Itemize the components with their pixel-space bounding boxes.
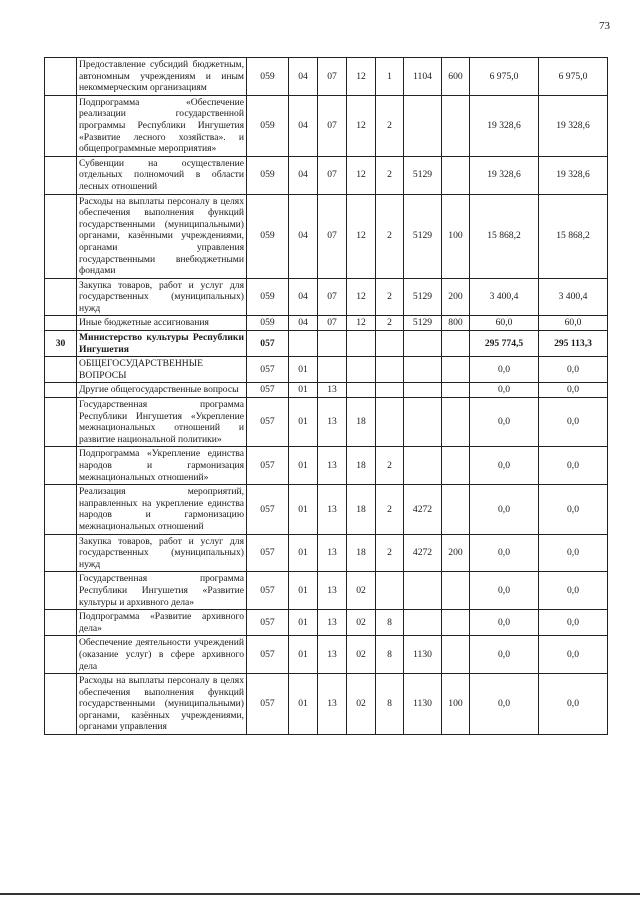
row-number-cell (45, 194, 77, 278)
table-row (45, 636, 608, 674)
table-row (45, 194, 608, 278)
item-name-cell: Подпрограмма «Развитие архивного дела» (77, 610, 247, 636)
subprogram-code-cell: 2 (376, 485, 404, 534)
row-number-cell (45, 534, 77, 572)
subsection-code-cell: 13 (318, 383, 347, 398)
row-number-cell (45, 58, 77, 96)
item-name-cell: Министерство культуры Республики Ингушетия (77, 331, 247, 357)
section-code-cell: 04 (289, 194, 318, 278)
ministry-code-cell: 059 (247, 58, 289, 96)
amount-second-cell: 0,0 (539, 674, 608, 735)
direction-code-cell: 5129 (404, 194, 442, 278)
item-name-cell: ОБЩЕГОСУДАРСТВЕННЫЕ ВОПРОСЫ (77, 357, 247, 383)
table-row (45, 610, 608, 636)
ministry-code-cell: 057 (247, 383, 289, 398)
table-row (45, 278, 608, 316)
subsection-code-cell: 07 (318, 58, 347, 96)
amount-second-cell: 0,0 (539, 383, 608, 398)
amount-first-cell: 6 975,0 (470, 58, 539, 96)
expense-type-code-cell (442, 357, 470, 383)
subprogram-code-cell (376, 331, 404, 357)
row-number-cell (45, 572, 77, 610)
section-code-cell: 01 (289, 610, 318, 636)
direction-code-cell (404, 383, 442, 398)
direction-code-cell (404, 331, 442, 357)
subprogram-code-cell: 8 (376, 636, 404, 674)
subprogram-code-cell (376, 383, 404, 398)
item-name-cell: Расходы на выплаты персоналу в целях обеспечения выполнения функций государственными (муниципальными) органами, казёнными учреждениями, органами управления государственными внебюджетными фондами (77, 194, 247, 278)
ministry-code-cell: 057 (247, 398, 289, 447)
program-code-cell: 12 (347, 278, 376, 316)
ministry-code-cell: 059 (247, 278, 289, 316)
amount-first-cell: 15 868,2 (470, 194, 539, 278)
section-code-cell: 01 (289, 534, 318, 572)
direction-code-cell (404, 610, 442, 636)
table-row (45, 383, 608, 398)
section-code-cell: 04 (289, 95, 318, 156)
direction-code-cell: 1130 (404, 674, 442, 735)
subprogram-code-cell: 2 (376, 447, 404, 485)
direction-code-cell (404, 572, 442, 610)
subsection-code-cell: 13 (318, 534, 347, 572)
program-code-cell (347, 331, 376, 357)
item-name-cell: Закупка товаров, работ и услуг для государственных (муниципальных) нужд (77, 278, 247, 316)
ministry-code-cell: 057 (247, 534, 289, 572)
row-number-cell (45, 485, 77, 534)
amount-second-cell: 0,0 (539, 357, 608, 383)
amount-first-cell: 0,0 (470, 485, 539, 534)
amount-second-cell: 0,0 (539, 534, 608, 572)
subsection-code-cell (318, 357, 347, 383)
amount-first-cell: 19 328,6 (470, 156, 539, 194)
ministry-code-cell: 057 (247, 572, 289, 610)
amount-second-cell: 19 328,6 (539, 156, 608, 194)
row-number-cell (45, 95, 77, 156)
amount-first-cell: 0,0 (470, 534, 539, 572)
amount-second-cell: 19 328,6 (539, 95, 608, 156)
subsection-code-cell: 13 (318, 398, 347, 447)
program-code-cell: 02 (347, 572, 376, 610)
page-bottom-rule (0, 893, 640, 895)
subprogram-code-cell: 2 (376, 194, 404, 278)
ministry-code-cell: 057 (247, 485, 289, 534)
subsection-code-cell: 07 (318, 278, 347, 316)
subprogram-code-cell: 2 (376, 95, 404, 156)
amount-first-cell: 60,0 (470, 316, 539, 331)
row-number-cell (45, 316, 77, 331)
table-row (45, 398, 608, 447)
section-code-cell: 04 (289, 156, 318, 194)
program-code-cell: 18 (347, 485, 376, 534)
amount-second-cell: 0,0 (539, 447, 608, 485)
subprogram-code-cell (376, 572, 404, 610)
amount-first-cell: 0,0 (470, 610, 539, 636)
row-number-cell (45, 636, 77, 674)
direction-code-cell: 4272 (404, 534, 442, 572)
table-row (45, 674, 608, 735)
expense-type-code-cell: 600 (442, 58, 470, 96)
subsection-code-cell: 07 (318, 156, 347, 194)
program-code-cell: 18 (347, 447, 376, 485)
ministry-code-cell: 059 (247, 194, 289, 278)
direction-code-cell (404, 398, 442, 447)
amount-first-cell: 19 328,6 (470, 95, 539, 156)
subsection-code-cell (318, 331, 347, 357)
amount-first-cell: 3 400,4 (470, 278, 539, 316)
expense-type-code-cell (442, 610, 470, 636)
subprogram-code-cell (376, 398, 404, 447)
section-code-cell: 01 (289, 636, 318, 674)
table-row (45, 357, 608, 383)
direction-code-cell: 5129 (404, 156, 442, 194)
ministry-code-cell: 057 (247, 331, 289, 357)
subsection-code-cell: 07 (318, 95, 347, 156)
row-number-cell (45, 447, 77, 485)
section-code-cell: 01 (289, 357, 318, 383)
direction-code-cell: 1104 (404, 58, 442, 96)
subprogram-code-cell (376, 357, 404, 383)
amount-second-cell: 6 975,0 (539, 58, 608, 96)
ministry-code-cell: 057 (247, 674, 289, 735)
row-number-cell (45, 610, 77, 636)
section-code-cell: 01 (289, 447, 318, 485)
row-number-cell (45, 398, 77, 447)
item-name-cell: Другие общегосударственные вопросы (77, 383, 247, 398)
ministry-code-cell: 057 (247, 357, 289, 383)
expense-type-code-cell (442, 636, 470, 674)
row-number-cell (45, 278, 77, 316)
subsection-code-cell: 13 (318, 485, 347, 534)
item-name-cell: Иные бюджетные ассигнования (77, 316, 247, 331)
item-name-cell: Закупка товаров, работ и услуг для государственных (муниципальных) нужд (77, 534, 247, 572)
subsection-code-cell: 07 (318, 316, 347, 331)
subsection-code-cell: 13 (318, 674, 347, 735)
amount-second-cell: 0,0 (539, 610, 608, 636)
table-row (45, 331, 608, 357)
section-code-cell: 04 (289, 316, 318, 331)
program-code-cell: 02 (347, 610, 376, 636)
amount-second-cell: 0,0 (539, 398, 608, 447)
subsection-code-cell: 13 (318, 610, 347, 636)
table-row (45, 534, 608, 572)
expense-type-code-cell: 200 (442, 278, 470, 316)
expense-type-code-cell: 800 (442, 316, 470, 331)
ministry-code-cell: 057 (247, 447, 289, 485)
item-name-cell: Субвенции на осуществление отдельных полномочий в области лесных отношений (77, 156, 247, 194)
subprogram-code-cell: 1 (376, 58, 404, 96)
expense-type-code-cell (442, 331, 470, 357)
item-name-cell: Обеспечение деятельности учреждений (оказание услуг) в сфере архивного дела (77, 636, 247, 674)
table-row (45, 485, 608, 534)
section-code-cell: 01 (289, 572, 318, 610)
program-code-cell: 12 (347, 156, 376, 194)
program-code-cell: 18 (347, 534, 376, 572)
program-code-cell: 12 (347, 316, 376, 331)
amount-first-cell: 0,0 (470, 572, 539, 610)
expense-type-code-cell (442, 572, 470, 610)
subsection-code-cell: 13 (318, 447, 347, 485)
row-number-cell (45, 383, 77, 398)
section-code-cell: 01 (289, 674, 318, 735)
budget-table (44, 57, 608, 735)
section-code-cell: 04 (289, 278, 318, 316)
item-name-cell: Расходы на выплаты персоналу в целях обеспечения выполнения функций государственными (муниципальными) органами, казённых учреждениями, органами управления (77, 674, 247, 735)
subprogram-code-cell: 2 (376, 156, 404, 194)
subprogram-code-cell: 2 (376, 316, 404, 331)
table-row (45, 316, 608, 331)
expense-type-code-cell: 200 (442, 534, 470, 572)
program-code-cell (347, 357, 376, 383)
table-row (45, 156, 608, 194)
amount-second-cell: 0,0 (539, 572, 608, 610)
subsection-code-cell: 13 (318, 636, 347, 674)
page-number: 73 (599, 20, 610, 32)
ministry-code-cell: 057 (247, 610, 289, 636)
direction-code-cell: 4272 (404, 485, 442, 534)
item-name-cell: Подпрограмма «Обеспечение реализации государственной программы Республики Ингушетия «Развитие лесного хозяйства». и общепрограммные мероприятия» (77, 95, 247, 156)
amount-second-cell: 0,0 (539, 485, 608, 534)
amount-second-cell: 0,0 (539, 636, 608, 674)
subsection-code-cell: 07 (318, 194, 347, 278)
row-number-cell (45, 674, 77, 735)
amount-first-cell: 0,0 (470, 447, 539, 485)
direction-code-cell (404, 95, 442, 156)
table-row (45, 572, 608, 610)
row-number-cell (45, 156, 77, 194)
expense-type-code-cell (442, 383, 470, 398)
amount-first-cell: 0,0 (470, 398, 539, 447)
expense-type-code-cell (442, 156, 470, 194)
item-name-cell: Реализация мероприятий, направленных на укрепление единства народов и гармонизацию межнациональных отношений (77, 485, 247, 534)
program-code-cell: 02 (347, 674, 376, 735)
program-code-cell (347, 383, 376, 398)
direction-code-cell (404, 357, 442, 383)
item-name-cell: Государственная программа Республики Ингушетия «Укрепление межнациональных отношений и развитие национальной политики» (77, 398, 247, 447)
amount-second-cell: 15 868,2 (539, 194, 608, 278)
section-code-cell: 04 (289, 58, 318, 96)
program-code-cell: 12 (347, 58, 376, 96)
subprogram-code-cell: 8 (376, 674, 404, 735)
ministry-code-cell: 057 (247, 636, 289, 674)
table-row (45, 95, 608, 156)
item-name-cell: Подпрограмма «Укрепление единства народов и гармонизация межнациональных отношений» (77, 447, 247, 485)
amount-second-cell: 60,0 (539, 316, 608, 331)
amount-first-cell: 0,0 (470, 674, 539, 735)
program-code-cell: 18 (347, 398, 376, 447)
section-code-cell: 01 (289, 383, 318, 398)
subprogram-code-cell: 2 (376, 278, 404, 316)
program-code-cell: 12 (347, 95, 376, 156)
program-code-cell: 02 (347, 636, 376, 674)
row-number-cell (45, 357, 77, 383)
ministry-code-cell: 059 (247, 316, 289, 331)
subprogram-code-cell: 8 (376, 610, 404, 636)
row-number-cell: 30 (45, 331, 77, 357)
amount-second-cell: 3 400,4 (539, 278, 608, 316)
expense-type-code-cell (442, 95, 470, 156)
expense-type-code-cell (442, 485, 470, 534)
subsection-code-cell: 13 (318, 572, 347, 610)
amount-first-cell: 0,0 (470, 357, 539, 383)
subprogram-code-cell: 2 (376, 534, 404, 572)
ministry-code-cell: 059 (247, 156, 289, 194)
section-code-cell (289, 331, 318, 357)
item-name-cell: Государственная программа Республики Ингушетия «Развитие культуры и архивного дела» (77, 572, 247, 610)
amount-second-cell: 295 113,3 (539, 331, 608, 357)
direction-code-cell (404, 447, 442, 485)
table-row (45, 58, 608, 96)
expense-type-code-cell (442, 398, 470, 447)
direction-code-cell: 5129 (404, 316, 442, 331)
program-code-cell: 12 (347, 194, 376, 278)
item-name-cell: Предоставление субсидий бюджетным, автономным учреждениям и иным некоммерческим организациям (77, 58, 247, 96)
expense-type-code-cell: 100 (442, 194, 470, 278)
section-code-cell: 01 (289, 485, 318, 534)
amount-first-cell: 295 774,5 (470, 331, 539, 357)
ministry-code-cell: 059 (247, 95, 289, 156)
direction-code-cell: 5129 (404, 278, 442, 316)
expense-type-code-cell (442, 447, 470, 485)
table-row (45, 447, 608, 485)
amount-first-cell: 0,0 (470, 383, 539, 398)
expense-type-code-cell: 100 (442, 674, 470, 735)
direction-code-cell: 1130 (404, 636, 442, 674)
section-code-cell: 01 (289, 398, 318, 447)
amount-first-cell: 0,0 (470, 636, 539, 674)
